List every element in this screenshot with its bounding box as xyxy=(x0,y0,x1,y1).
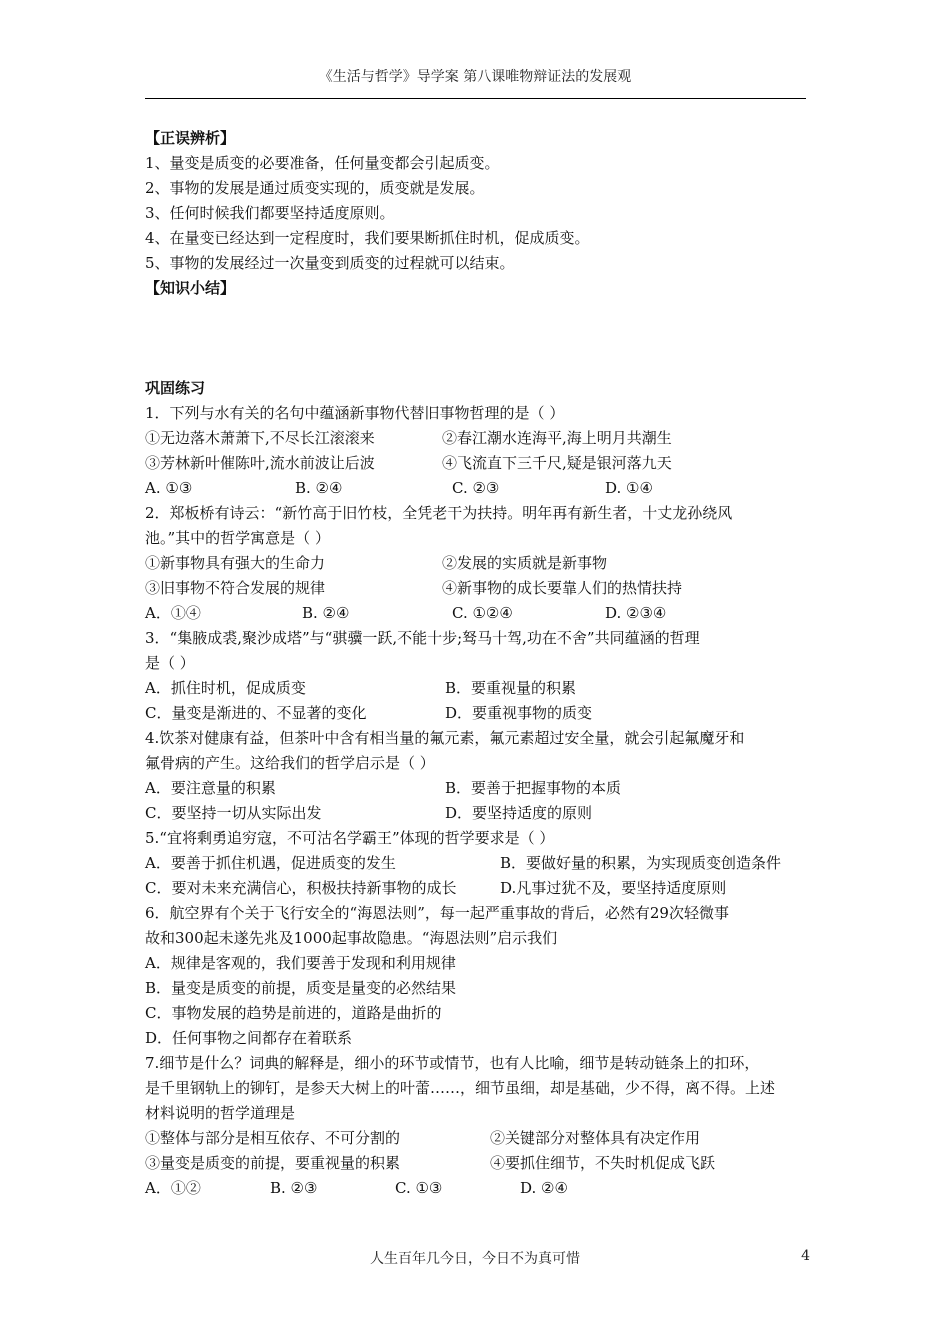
choice-b: B. ②③ xyxy=(270,1179,318,1197)
summary-heading: 【知识小结】 xyxy=(145,279,236,297)
practice-heading: 巩固练习 xyxy=(145,379,206,397)
correction-item: 1、量变是质变的必要准备，任何量变都会引起质变。 xyxy=(145,154,500,172)
choice-b: B．量变是质变的前提，质变是量变的必然结果 xyxy=(145,979,457,997)
question-3-stem-continued: 是（ ） xyxy=(145,654,195,672)
choice-b: B. ②④ xyxy=(302,604,350,622)
choice-b: B．要重视量的积累 xyxy=(445,679,577,697)
question-4-stem: 4.饮茶对健康有益，但茶叶中含有相当量的氟元素，氟元素超过安全量，就会引起氟魔牙和 xyxy=(145,729,745,747)
choice-c: C．要对未来充满信心，积极扶持新事物的成长 xyxy=(145,879,457,897)
summary-blank-space xyxy=(145,301,815,376)
choice-b: B．要做好量的积累，为实现质变创造条件 xyxy=(500,854,782,872)
correction-item: 2、事物的发展是通过质变实现的，质变就是发展。 xyxy=(145,179,485,197)
choice-a: A．要注意量的积累 xyxy=(145,779,276,797)
question-3-stem: 3．“集腋成裘,聚沙成塔”与“骐骥一跃,不能十步;驽马十驾,功在不舍”共同蕴涵的哲理 xyxy=(145,629,700,647)
choice-c: C．事物发展的趋势是前进的，道路是曲折的 xyxy=(145,1004,442,1022)
choice-b: B. ②④ xyxy=(295,479,343,497)
question-7-statements-row xyxy=(145,1151,815,1176)
statement-3: ③旧事物不符合发展的规律 xyxy=(145,579,326,597)
correction-heading: 【正误辨析】 xyxy=(145,129,236,147)
choice-d: D. ②④ xyxy=(520,1179,568,1197)
question-3-choices-row xyxy=(145,676,815,701)
question-4-choices-row xyxy=(145,776,815,801)
correction-item: 5、事物的发展经过一次量变到质变的过程就可以结束。 xyxy=(145,254,515,272)
choice-d: D．要坚持适度的原则 xyxy=(445,804,593,822)
page-header: 《生活与哲学》导学案 第八课唯物辩证法的发展观 xyxy=(318,69,632,85)
document-body xyxy=(145,126,815,1201)
choice-d: D. ②③④ xyxy=(605,604,667,622)
statement-1: ①整体与部分是相互依存、不可分割的 xyxy=(145,1129,401,1147)
statement-2: ②关键部分对整体具有决定作用 xyxy=(490,1129,701,1147)
choice-a: A．①④ xyxy=(145,604,201,622)
question-5-choices-row xyxy=(145,876,815,901)
question-2-stem-continued: 池。”其中的哲学寓意是（ ） xyxy=(145,529,330,547)
choice-d: D.凡事过犹不及，要坚持适度原则 xyxy=(500,879,727,897)
choice-a: A．规律是客观的，我们要善于发现和利用规律 xyxy=(145,954,456,972)
question-2-statements-row xyxy=(145,551,815,576)
question-2-stem: 2．郑板桥有诗云：“新竹高于旧竹枝，全凭老干为扶持。明年再有新生者，十丈龙孙绕风 xyxy=(145,504,733,522)
choice-d: D. ①④ xyxy=(605,479,653,497)
question-5-stem: 5.“宜将剩勇追穷寇，不可沽名学霸王”体现的哲学要求是（ ） xyxy=(145,829,555,847)
page-number: 4 xyxy=(801,1248,810,1264)
question-2-choices xyxy=(145,601,815,626)
correction-item: 3、任何时候我们都要坚持适度原则。 xyxy=(145,204,395,222)
question-7-stem-continued: 材料说明的哲学道理是 xyxy=(145,1104,296,1122)
question-1-statements-row xyxy=(145,426,815,451)
choice-a: A．抓住时机，促成质变 xyxy=(145,679,306,697)
statement-4: ④要抓住细节，不失时机促成飞跃 xyxy=(490,1154,716,1172)
question-7-stem: 7.细节是什么？词典的解释是，细小的环节或情节，也有人比喻，细节是转动链条上的扣环， xyxy=(145,1054,760,1072)
statement-1: ①无边落木萧萧下,不尽长江滚滚来 xyxy=(145,429,375,447)
choice-c: C．量变是渐进的、不显著的变化 xyxy=(145,704,367,722)
statement-3: ③量变是质变的前提，要重视量的积累 xyxy=(145,1154,401,1172)
choice-b: B．要善于把握事物的本质 xyxy=(445,779,622,797)
choice-c: C. ①③ xyxy=(395,1179,443,1197)
header-divider xyxy=(145,98,806,99)
statement-2: ②春江潮水连海平,海上明月共潮生 xyxy=(442,429,672,447)
choice-a: A．要善于抓住机遇，促进质变的发生 xyxy=(145,854,396,872)
question-6-stem: 6．航空界有个关于飞行安全的“海恩法则”，每一起严重事故的背后，必然有29次轻微事 xyxy=(145,904,729,922)
page-footer-motto: 人生百年几今日，今日不为真可惜 xyxy=(370,1251,580,1267)
question-7-stem-continued: 是千里钢轨上的铆钉，是参天大树上的叶蕾……，细节虽细，却是基础，少不得，离不得。上述 xyxy=(145,1079,776,1097)
question-3-choices-row xyxy=(145,701,815,726)
question-4-choices-row xyxy=(145,801,815,826)
choice-c: C．要坚持一切从实际出发 xyxy=(145,804,322,822)
choice-c: C. ①②④ xyxy=(452,604,513,622)
statement-4: ④飞流直下三千尺,疑是银河落九天 xyxy=(442,454,672,472)
question-1-statements-row xyxy=(145,451,815,476)
choice-d: D．要重视事物的质变 xyxy=(445,704,593,722)
choice-a: A．①② xyxy=(145,1179,201,1197)
question-4-stem-continued: 氟骨病的产生。这给我们的哲学启示是（ ） xyxy=(145,754,435,772)
correction-item: 4、在量变已经达到一定程度时，我们要果断抓住时机，促成质变。 xyxy=(145,229,590,247)
question-1-choices xyxy=(145,476,815,501)
question-2-statements-row xyxy=(145,576,815,601)
choice-a: A. ①③ xyxy=(145,479,193,497)
statement-1: ①新事物具有强大的生命力 xyxy=(145,554,326,572)
statement-3: ③芳林新叶催陈叶,流水前波让后波 xyxy=(145,454,375,472)
question-1-stem: 1．下列与水有关的名句中蕴涵新事物代替旧事物哲理的是（ ） xyxy=(145,404,565,422)
choice-d: D．任何事物之间都存在着联系 xyxy=(145,1029,353,1047)
choice-c: C. ②③ xyxy=(452,479,500,497)
question-7-choices xyxy=(145,1176,815,1201)
statement-4: ④新事物的成长要靠人们的热情扶持 xyxy=(442,579,683,597)
statement-2: ②发展的实质就是新事物 xyxy=(442,554,608,572)
question-7-statements-row xyxy=(145,1126,815,1151)
question-6-stem-continued: 故和300起未遂先兆及1000起事故隐患。“海恩法则”启示我们 xyxy=(145,929,558,947)
question-5-choices-row xyxy=(145,851,815,876)
